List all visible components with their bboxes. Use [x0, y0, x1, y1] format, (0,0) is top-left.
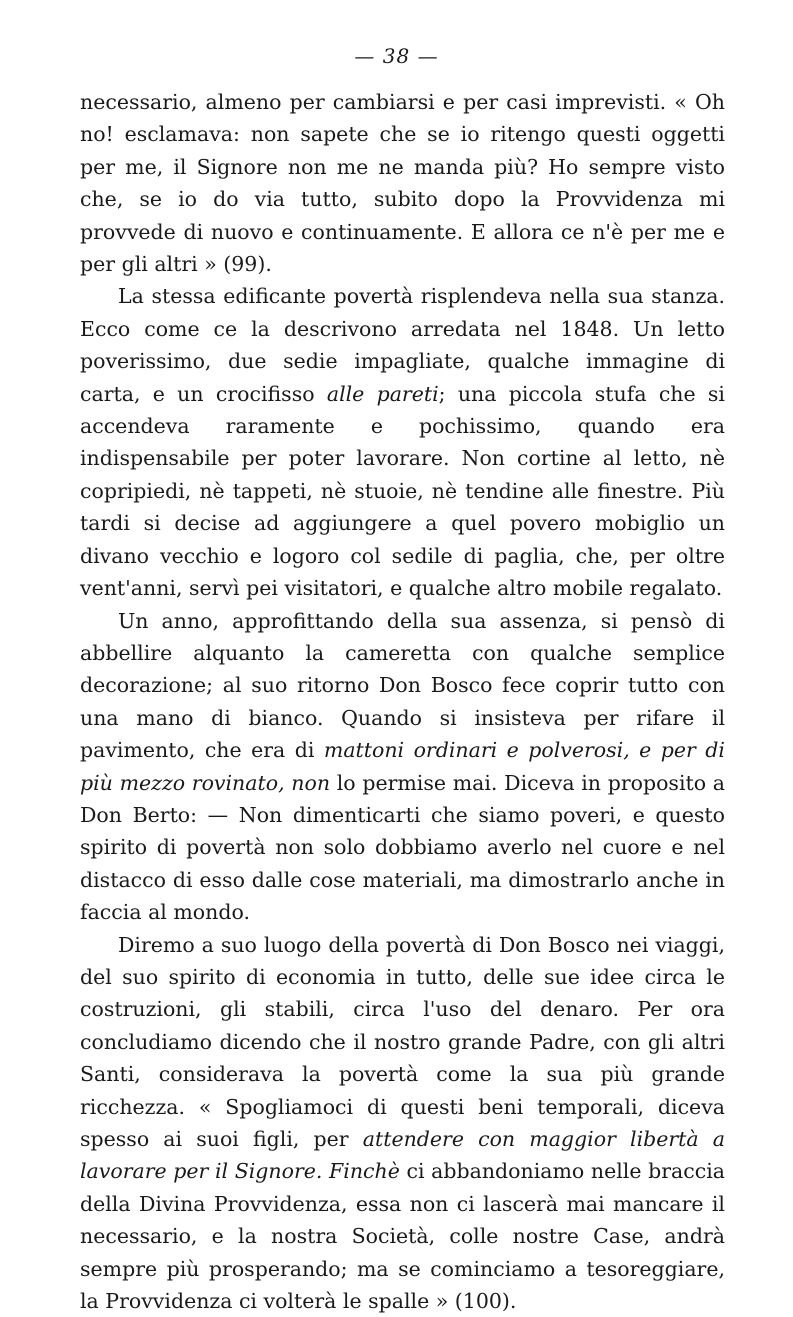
paragraph-3-text-a: Un anno, approfittando della sua assenza, si pensò di abbellire alquanto la cameretta con qualche semplice decorazione; al suo ritorno Don Bosco fece coprir tutto con una mano di bianco. Quando si insisteva per rifare il pavimento, che era di	[80, 608, 725, 763]
paragraph-2-text-a: La stessa edificante povertà risplendeva nella sua stanza. Ecco come ce la descrivono arredata nel 1848. Un letto poverissimo, due sedie impagliate, qualche immagine di carta, e un crocifisso	[80, 284, 725, 406]
paragraph-1	[80, 86, 725, 280]
paragraph-3	[80, 605, 725, 929]
paragraph-2-italic: alle pareti	[326, 381, 439, 406]
body-text	[80, 86, 725, 1317]
paragraph-4-text-b: ci abbandoniamo nelle braccia della Divina Provvidenza, essa non ci lascerà mai mancare il necessario, e la nostra Società, colle nostre Case, andrà sempre più prosperando; ma se cominciamo a tesoreggiare, la Provvidenza ci volterà le spalle » (100).	[80, 1159, 725, 1314]
paragraph-4-italic: attendere con maggior libertà a lavorare per il Signore. Finchè	[80, 1127, 726, 1184]
paragraph-3-text-b: lo permise mai. Diceva in proposito a Don Berto: — Non dimenticarti che siamo poveri, e questo spirito di povertà non solo dobbiamo averlo nel cuore e nel distacco di esso dalle cose materiali, ma dimostrarlo anche in faccia al mondo.	[80, 770, 725, 925]
paragraph-4-text-a: Diremo a suo luogo della povertà di Don Bosco nei viaggi, del suo spirito di economia in tutto, delle sue idee circa le costruzioni, gli stabili, circa l'uso del denaro. Per ora concludiamo dicendo che il nostro grande Padre, con gli altri Santi, considerava la povertà come la sua più grande ricchezza. « Spogliamoci di questi beni temporali, diceva spesso ai suoi figli, per	[80, 932, 725, 1151]
paragraph-3-italic: mattoni ordinari e polverosi, e per di più mezzo rovinato, non	[80, 738, 725, 795]
paragraph-2	[80, 280, 725, 604]
page-number: — 38 —	[354, 44, 439, 68]
paragraph-2-text-b: ; una piccola stufa che si accendeva raramente e pochissimo, quando era indispensabile per poter lavorare. Non cortine al letto, nè copripiedi, nè tappeti, nè stuoie, nè tendine alle finestre. Più tardi si decise ad aggiungere a quel povero mobiglio un divano vecchio e logoro col sedile di paglia, che, per oltre vent'anni, servì pei visitatori, e qualche altro mobile regalato.	[80, 381, 725, 601]
paragraph-1-text: necessario, almeno per cambiarsi e per casi imprevisti. « Oh no! esclamava: non sapete che se io ritengo questi oggetti per me, il Signore non me ne manda più? Ho sempre visto che, se io do via tutto, subito dopo la Provvidenza mi provvede di nuovo e continuamente. E allora ce n'è per me e per gli altri » (99).	[80, 90, 725, 277]
